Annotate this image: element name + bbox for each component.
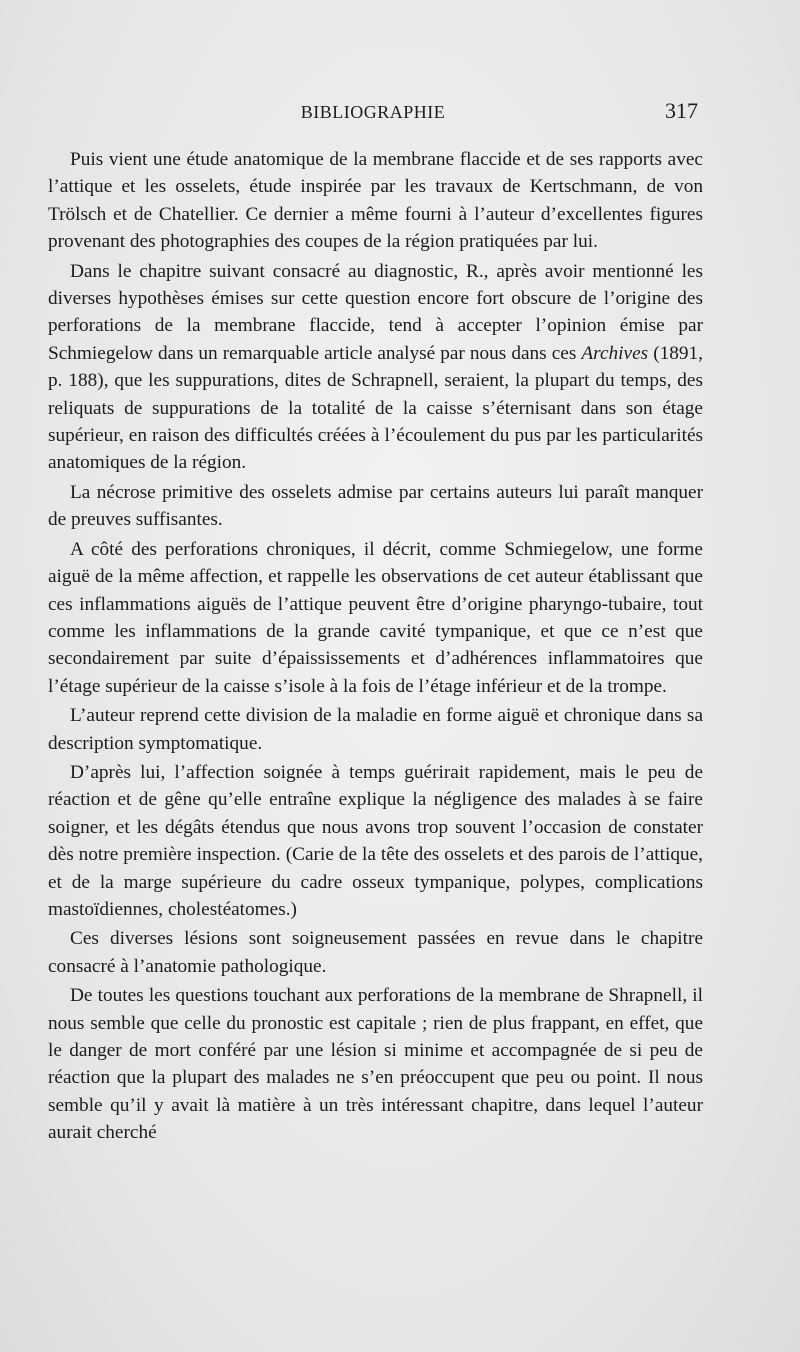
paragraph-8: De toutes les questions touchant aux perforations de la membrane de Shrapnell, il nous semble que celle du pronostic est capitale ; rien de plus frappant, en effet, que le danger de mort conféré par une lésion si minime et accompagnée de si peu de réaction que la plupart des malades ne s’en préoccupent que peu ou point. Il nous semble qu’il y avait là matière à un très intéressant chapitre, dans lequel l’auteur aurait cherché: [48, 985, 703, 1144]
paragraph-5: L’auteur reprend cette division de la maladie en forme aiguë et chronique dans sa description symptomatique.: [48, 705, 703, 754]
page-number: 317: [665, 98, 698, 123]
paragraph-7: Ces diverses lésions sont soigneusement passées en revue dans le chapitre consacré à l’anatomie pathologique.: [48, 928, 703, 977]
paragraph-2: [48, 258, 703, 477]
running-head: [48, 98, 698, 132]
paragraph-2-text-before: Dans le chapitre suivant consacré au diagnostic, R., après avoir mentionné les diverses hypothèses émises sur cette question encore fort obscure de l’origine des perforations de la membrane flaccide, tend à accepter l’opinion émise par Schmiegelow dans un remarquable article analysé par nous dans ces: [48, 260, 703, 364]
paragraph-2-text-after: (1891, p. 188), que les suppurations, dites de Schrapnell, seraient, la plupart du temps, des reliquats de suppurations de la totalité de la caisse s’éternisant dans son étage supérieur, en raison des difficultés créées à l’écoulement du pus par les particularités anatomiques de la région.: [48, 342, 704, 474]
paragraph-6: D’après lui, l’affection soignée à temps guérirait rapidement, mais le peu de réaction et de gêne qu’elle entraîne explique la négligence des malades à se faire soigner, et les dégâts étendus que nous avons trop souvent l’occasion de constater dès notre première inspection. (Carie de la tête des osselets et des parois de l’attique, et de la marge supérieure du cadre osseux tympanique, polypes, complications mastoïdiennes, cholestéatomes.): [48, 761, 703, 920]
body-text: [48, 146, 703, 1147]
journal-title-italic: Archives: [581, 342, 649, 364]
paragraph-3: La nécrose primitive des osselets admise par certains auteurs lui paraît manquer de preuves suffisantes.: [48, 481, 703, 531]
paragraph-1: Puis vient une étude anatomique de la membrane flaccide et de ses rapports avec l’attique et les osselets, étude inspirée par les travaux de Kertschmann, de von Trölsch et de Chatellier. Ce dernier a même fourni à l’auteur d’excellentes figures provenant des photographies des coupes de la région pratiquées par lui.: [48, 149, 703, 253]
running-title: BIBLIOGRAPHIE: [300, 102, 446, 122]
paragraph-4: A côté des perforations chroniques, il décrit, comme Schmiegelow, une forme aiguë de la même affection, et rappelle les observations de cet auteur établissant que ces inflammations aiguës de l’attique peuvent être d’origine pharyngo-tubaire, tout comme les inflammations de la grande cavité tympanique, et que ce n’est que secondairement par suite d’épaississements et d’adhérences inflammatoires que l’étage supérieur de la caisse s’isole à la fois de l’étage inférieur et de la trompe.: [48, 538, 703, 697]
